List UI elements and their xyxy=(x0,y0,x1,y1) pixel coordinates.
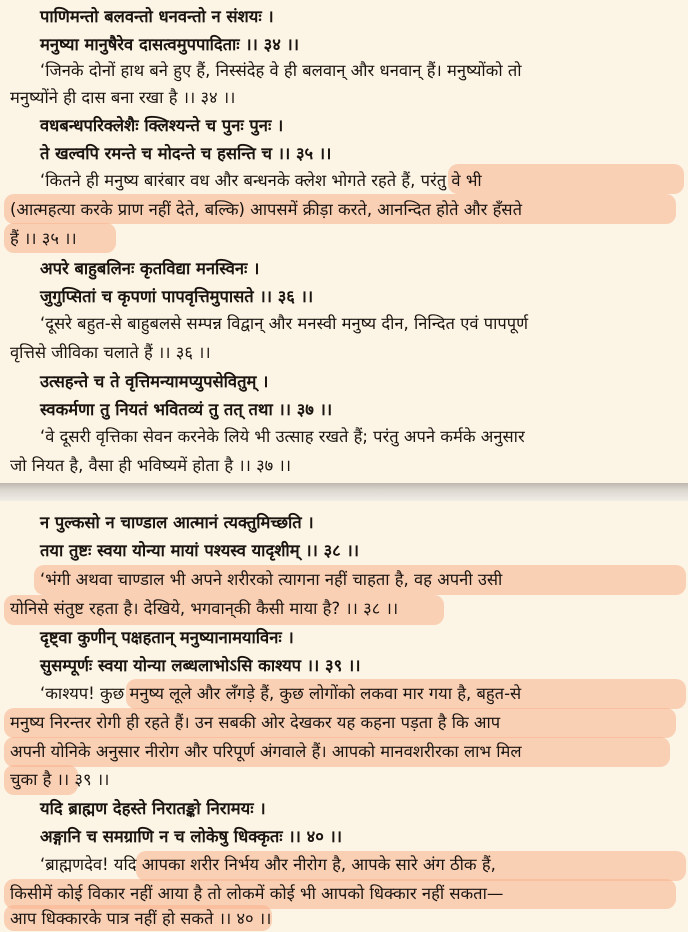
verse-line: ते खल्वपि रमन्ते च मोदन्ते च हसन्ति च ।। ३५ ।। xyxy=(40,144,332,163)
verse-line: वधबन्धपरिक्लेशैः क्लिश्यन्ते च पुनः पुनः । xyxy=(40,116,284,135)
section-divider xyxy=(0,483,688,501)
verse-line: अपरे बाहुबलिनः कृतविद्या मनस्विनः । xyxy=(40,259,260,278)
translation-line: अपनी योनिके अनुसार नीरोग और परिपूर्ण अंगवाले हैं। आपको मानवशरीरका लाभ मिल xyxy=(10,742,522,761)
verse-line: तया तुष्टः स्वया योन्या मायां पश्यस्व यादृशीम् ।। ३८ ।। xyxy=(40,541,359,560)
verse-line: जुगुप्सितां च कृपणां पापवृत्तिमुपासते ।। ३६ ।। xyxy=(40,287,314,306)
translation-line: योनिसे संतुष्ट रहता है। देखिये, भगवान्‌की कैसी माया है? ।। ३८ ।। xyxy=(10,599,399,618)
translation-line: (आत्महत्या करके प्राण नहीं देते, बल्कि) आपसमें क्रीड़ा करते, आनन्दित होते और हँसते xyxy=(10,200,522,219)
translation-line: ‘वे दूसरी वृत्तिका सेवन करनेके लिये भी उत्साह रखते हैं; परंतु अपने कर्मके अनुसार xyxy=(40,427,525,446)
translation-line: ‘भंगी अथवा चाण्डाल भी अपने शरीरको त्यागना नहीं चाहता है, वह अपनी उसी xyxy=(40,570,503,589)
verse-line: उत्सहन्ते च ते वृत्तिमन्यामप्युपसेवितुम् । xyxy=(40,372,269,391)
translation-line: ‘काश्यप! कुछ मनुष्य लूले और लँगड़े हैं, कुछ लोगोंको लकवा मार गया है, बहुत-से xyxy=(40,684,522,703)
verse-line: अङ्गानि च समग्राणि न च लोकेषु धिक्कृतः ।। ४० ।। xyxy=(40,827,343,846)
highlight xyxy=(448,164,684,194)
translation-line: आप धिक्कारके पात्र नहीं हो सकते ।। ४० ।। xyxy=(10,909,272,928)
page-section-bottom xyxy=(0,501,688,931)
verse-line: यदि ब्राह्मण देहस्ते निरातङ्को निरामयः । xyxy=(40,799,266,818)
translation-line: ‘कितने ही मनुष्य बारंबार वध और बन्धनके क्लेश भोगते रहते हैं, परंतु वे भी xyxy=(40,171,482,190)
translation-line: चुका है ।। ३९ ।। xyxy=(10,770,110,789)
verse-line: सुसम्पूर्णः स्वया योन्या लब्धलाभोऽसि काश्यप ।। ३९ ।। xyxy=(40,656,361,675)
translation-line: वृत्तिसे जीविका चलाते हैं ।। ३६ ।। xyxy=(10,343,211,362)
translation-line: हैं ।। ३५ ।। xyxy=(10,229,77,248)
translation-line: ‘ब्राह्मणदेव! यदि आपका शरीर निर्भय और नीरोग है, आपके सारे अंग ठीक हैं, xyxy=(40,855,496,874)
verse-line: पाणिमन्तो बलवन्तो धनवन्तो न संशयः । xyxy=(40,7,274,26)
verse-line: न पुल्कसो न चाण्डाल आत्मानं त्यक्तुमिच्छति । xyxy=(40,513,314,532)
translation-line: मनुष्योंने ही दास बना रखा है ।। ३४ ।। xyxy=(10,88,236,107)
translation-line: जो नियत है, वैसा ही भविष्यमें होता है ।। ३७ ।। xyxy=(10,456,292,475)
translation-line: ‘दूसरे बहुत-से बाहुबलसे सम्पन्न विद्वान् और मनस्वी मनुष्य दीन, निन्दित एवं पापपूर्ण xyxy=(40,314,529,333)
translation-line: ‘जिनके दोनों हाथ बने हुए हैं, निस्संदेह वे ही बलवान् और धनवान् हैं। मनुष्योंको तो xyxy=(40,61,522,80)
verse-line: स्वकर्मणा तु नियतं भवितव्यं तु तत् तथा ।। ३७ ।। xyxy=(40,400,333,419)
verse-line: मनुष्या मानुषैरेव दासत्वमुपपादिताः ।। ३४ ।। xyxy=(40,35,300,54)
translation-line: मनुष्य निरन्तर रोगी ही रहते हैं। उन सबकी ओर देखकर यह कहना पड़ता है कि आप xyxy=(10,713,501,732)
translation-line: किसीमें कोई विकार नहीं आया है तो लोकमें कोई भी आपको धिक्कार नहीं सकता— xyxy=(10,884,504,903)
verse-line: दृष्ट्वा कुणीन् पक्षहतान् मनुष्यानामयाविनः । xyxy=(40,628,294,647)
